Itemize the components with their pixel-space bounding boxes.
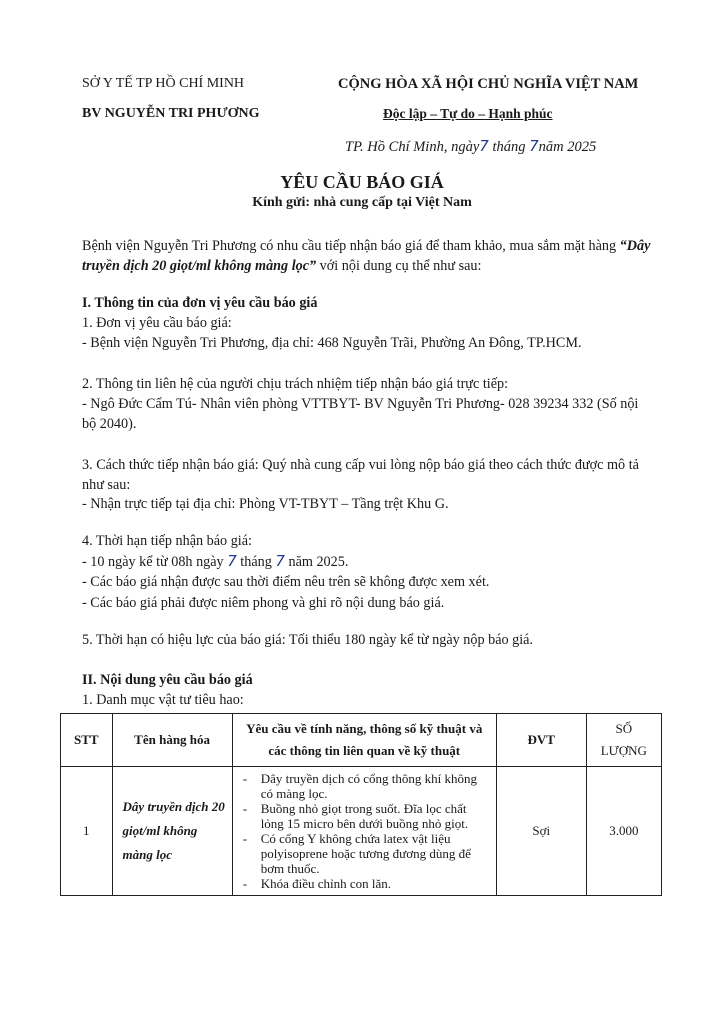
intro-item-name: “Dây truyền dịch 20 giọt/ml không màng lọc”	[82, 238, 651, 274]
supplies-table	[60, 713, 662, 896]
row-item-name: Dây truyền dịch 20 giọt/ml không màng lọc	[112, 767, 232, 896]
row-stt: 1	[61, 767, 113, 896]
handwritten-deadline-day: 7	[227, 552, 237, 570]
date-year: năm 2025	[538, 139, 597, 155]
row-specs	[232, 767, 496, 896]
deadline-year: năm 2025.	[288, 554, 349, 570]
header-unit: ĐVT	[496, 714, 586, 767]
spec-item: - Dây truyền dịch có cổng thông khí không có màng lọc.	[261, 771, 490, 801]
spec-item: - Có cổng Y không chứa latex vật liệu polyisoprene hoặc tương đương dùng để bơm thuốc.	[261, 831, 490, 876]
section-1-item-3-detail: - Nhận trực tiếp tại địa chỉ: Phòng VT-TBYT – Tầng trệt Khu G.	[82, 496, 449, 512]
header-quantity: SỐ LƯỢNG	[586, 714, 661, 767]
section-1-item-5: 5. Thời hạn có hiệu lực của báo giá: Tối thiểu 180 ngày kể từ ngày nộp báo giá.	[82, 632, 534, 648]
section-1-item-2-title: 2. Thông tin liên hệ của người chịu trách nhiệm tiếp nhận báo giá trực tiếp:	[82, 376, 509, 392]
header-spec: Yêu cầu về tính năng, thông số kỹ thuật và các thông tin liên quan về kỹ thuật	[232, 714, 496, 767]
national-motto: Độc lập – Tự do – Hạnh phúc	[383, 106, 553, 121]
header-item-name: Tên hàng hóa	[112, 714, 232, 767]
spec-list	[239, 771, 490, 891]
section-1-item-2-detail: - Ngô Đức Cẩm Tú- Nhân viên phòng VTTBYT- BV Nguyễn Tri Phương- 028 39234 332 (Số nội bộ 2040).	[82, 396, 639, 432]
section-1-item-1-title: 1. Đơn vị yêu cầu báo giá:	[82, 315, 232, 331]
section-1-item-4-line-2: - Các báo giá nhận được sau thời điểm nêu trên sẽ không được xem xét.	[82, 574, 490, 590]
spec-item: - Buồng nhỏ giọt trong suốt. Đĩa lọc chất lỏng 15 micro bên dưới buồng nhỏ giọt.	[261, 801, 490, 831]
deadline-prefix: - 10 ngày kể từ 08h ngày	[82, 554, 224, 570]
spec-item: - Khóa điều chỉnh con lăn.	[261, 876, 490, 891]
intro-text: Bệnh viện Nguyễn Tri Phương có nhu cầu tiếp nhận báo giá để tham khảo, mua sắm mặt hàng	[82, 238, 620, 254]
section-2-subheading: 1. Danh mục vật tư tiêu hao:	[82, 692, 244, 708]
intro-paragraph	[82, 236, 652, 276]
date-month-label: tháng	[492, 139, 526, 155]
intro-text-end: với nội dung cụ thể như sau:	[316, 258, 482, 274]
place-date	[345, 137, 596, 156]
section-1-item-3-title: 3. Cách thức tiếp nhận báo giá: Quý nhà cung cấp vui lòng nộp báo giá theo cách thức được mô tả như sau:	[82, 457, 639, 493]
table-row	[61, 767, 662, 896]
table-header-row	[61, 714, 662, 767]
header-stt: STT	[61, 714, 113, 767]
section-1-heading: I. Thông tin của đơn vị yêu cầu báo giá	[82, 295, 318, 311]
date-prefix: TP. Hồ Chí Minh, ngày	[345, 139, 480, 155]
hospital-name: BV NGUYỄN TRI PHƯƠNG	[82, 106, 260, 121]
recipient-line: Kính gửi: nhà cung cấp tại Việt Nam	[252, 195, 472, 210]
row-unit: Sợi	[496, 767, 586, 896]
national-title: CỘNG HÒA XÃ HỘI CHỦ NGHĨA VIỆT NAM	[338, 76, 639, 92]
row-quantity: 3.000	[586, 767, 661, 896]
section-1-item-1-detail: - Bệnh viện Nguyễn Tri Phương, địa chỉ: 468 Nguyễn Trãi, Phường An Đông, TP.HCM.	[82, 335, 582, 351]
document-title: YÊU CẦU BÁO GIÁ	[280, 172, 444, 192]
handwritten-month: 7	[529, 137, 539, 155]
handwritten-deadline-month: 7	[275, 552, 285, 570]
section-1-item-4-title: 4. Thời hạn tiếp nhận báo giá:	[82, 533, 252, 549]
section-2-heading: II. Nội dung yêu cầu báo giá	[82, 672, 253, 688]
department-name: SỞ Y TẾ TP HỒ CHÍ MINH	[82, 76, 245, 91]
section-1-item-4-line-3: - Các báo giá phải được niêm phong và ghi rõ nội dung báo giá.	[82, 595, 445, 611]
deadline-month-label: tháng	[240, 554, 272, 570]
handwritten-day: 7	[479, 137, 489, 155]
section-1-item-4-deadline	[82, 551, 652, 572]
